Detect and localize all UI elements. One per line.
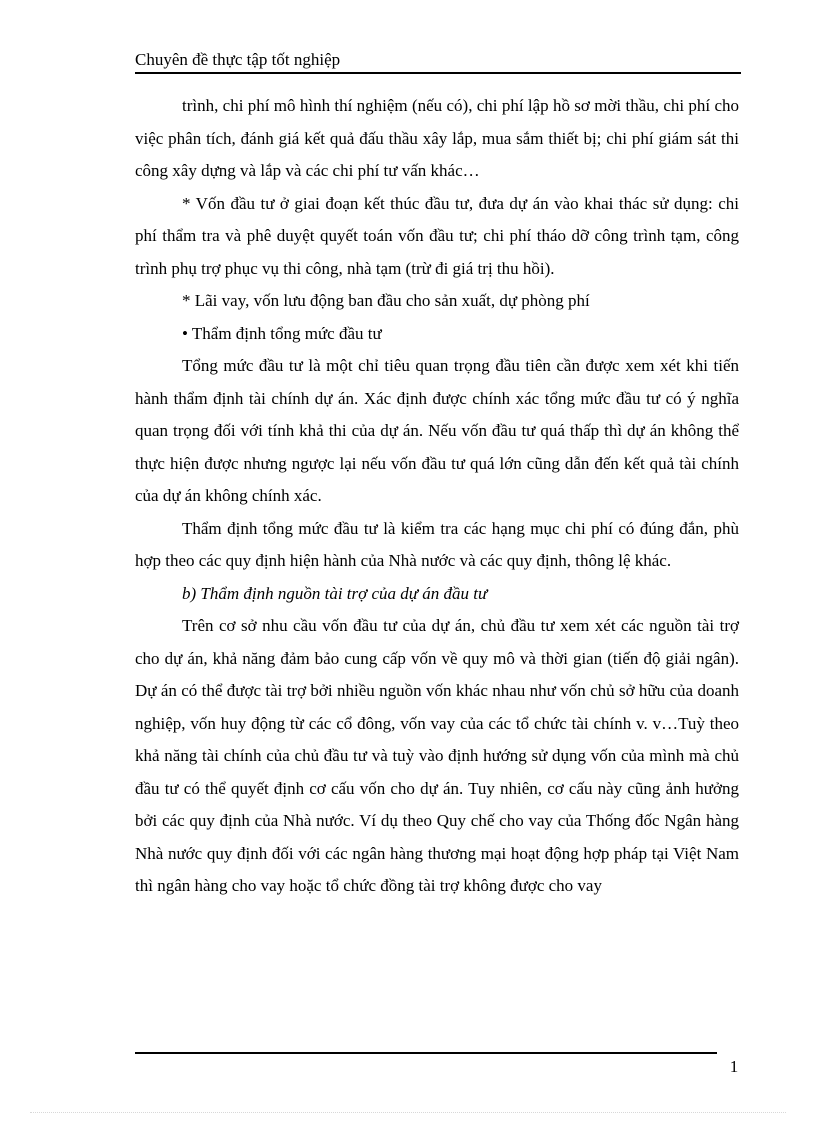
document-body	[135, 90, 739, 903]
page-bottom-edge	[30, 1112, 786, 1113]
header-title: Chuyên đề thực tập tốt nghiệp	[135, 50, 341, 69]
paragraph-completion-phase-capital: * Vốn đầu tư ở giai đoạn kết thúc đầu tư, đưa dự án vào khai thác sử dụng: chi phí thẩm tra và phê duyệt quyết toán vốn đầu tư; chi phí tháo dỡ công trình tạm, công trình phụ trợ phục vụ thi công, nhà tạm (trừ đi giá trị thu hồi).	[135, 193, 739, 278]
page-number: 1	[729, 1057, 739, 1076]
footer-rule	[135, 1052, 717, 1054]
paragraph-total-investment-appraisal: Thẩm định tổng mức đầu tư là kiểm tra các hạng mục chi phí có đúng đắn, phù hợp theo các quy định hiện hành của Nhà nước và các quy định, thông lệ khác.	[135, 518, 739, 570]
page-header	[135, 48, 741, 74]
paragraph-continuation: trình, chi phí mô hình thí nghiệm (nếu có), chi phí lập hồ sơ mời thầu, chi phí cho việc phân tích, đánh giá kết quả đấu thầu xây lắp, mua sắm thiết bị; chi phí giám sát thi công xây dựng và lắp và các chi phí tư vấn khác…	[135, 96, 739, 180]
bullet-heading-total-investment: • Thẩm định tổng mức đầu tư	[182, 323, 382, 343]
paragraph-funding-sources: Trên cơ sở nhu cầu vốn đầu tư của dự án, chủ đầu tư xem xét các nguồn tài trợ cho dự án, khả năng đảm bảo cung cấp vốn về quy mô và thời gian (tiến độ giải ngân). Dự án có thể được tài trợ bởi nhiều nguồn vốn khác nhau như vốn chủ sở hữu của doanh nghiệp, vốn huy động từ các cổ đông, vốn vay của các tổ chức tài chính v. v…Tuỳ theo khả năng tài chính của chủ đầu tư và tuỳ vào định hướng sử dụng vốn của mình mà chủ đầu tư có thể quyết định cơ cấu vốn cho dự án. Tuy nhiên, cơ cấu này cũng ảnh hưởng bởi các quy định của Nhà nước. Ví dụ theo Quy chế cho vay của Thống đốc Ngân hàng Nhà nước quy định đối với các ngân hàng thương mại hoạt động hợp pháp tại Việt Nam thì ngân hàng cho vay hoặc tổ chức đồng tài trợ không được cho vay	[135, 616, 739, 895]
paragraph-interest-working-capital: * Lãi vay, vốn lưu động ban đầu cho sản xuất, dự phòng phí	[182, 291, 590, 310]
section-heading-funding-sources: b) Thẩm định nguồn tài trợ của dự án đầu tư	[182, 583, 488, 603]
paragraph-total-investment-importance: Tổng mức đầu tư là một chỉ tiêu quan trọng đầu tiên cần được xem xét khi tiến hành thẩm định tài chính dự án. Xác định được chính xác tổng mức đầu tư có ý nghĩa quan trọng đối với tính khả thi của dự án. Nếu vốn đầu tư quá thấp thì dự án không thể thực hiện được nhưng ngược lại nếu vốn đầu tư quá lớn cũng dẫn đến kết quả tài chính của dự án không chính xác.	[135, 356, 739, 505]
